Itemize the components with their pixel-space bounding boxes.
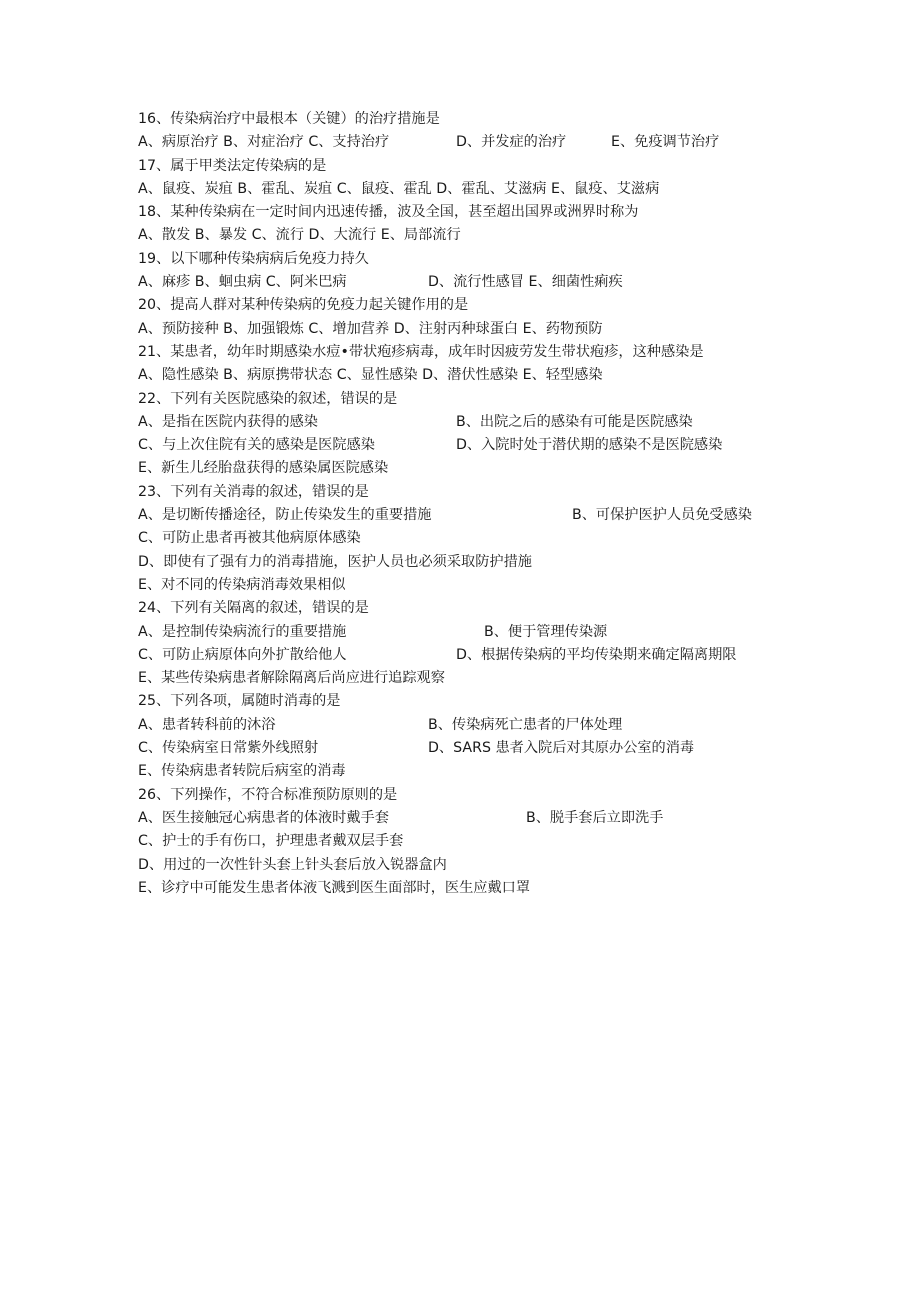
option-group: A、麻疹 B、蛔虫病 C、阿米巴病 <box>138 274 347 291</box>
question-18-stem: 18、某种传染病在一定时间内迅速传播，波及全国，甚至超出国界或洲界时称为 <box>138 204 639 221</box>
question-25-stem: 25、下列各项，属随时消毒的是 <box>138 693 341 710</box>
option-d: D、根据传染病的平均传染期来确定隔离期限 <box>456 646 737 663</box>
question-22-options-ab <box>138 411 838 434</box>
option-group: A、预防接种 B、加强锻炼 C、增加营养 D、注射丙种球蛋白 E、药物预防 <box>138 320 603 337</box>
option-d: D、用过的一次性针头套上针头套后放入锐器盒内 <box>138 856 447 873</box>
question-24-stem: 24、下列有关隔离的叙述，错误的是 <box>138 600 369 617</box>
option-e: E、对不同的传染病消毒效果相似 <box>138 576 346 593</box>
option-a: A、患者转科前的沐浴 <box>138 716 276 733</box>
option-group: A、病原治疗 B、对症治疗 C、支持治疗 <box>138 134 390 151</box>
question-16-stem: 16、传染病治疗中最根本（关键）的治疗措施是 <box>138 111 440 127</box>
question-26-options-ab <box>138 807 838 830</box>
question-23-stem: 23、下列有关消毒的叙述，错误的是 <box>138 483 369 500</box>
question-21-stem: 21、某患者，幼年时期感染水痘•带状疱疹病毒，成年时因疲劳发生带状疱疹，这种感染是 <box>138 343 704 360</box>
question-20-stem: 20、提高人群对某种传染病的免疫力起关键作用的是 <box>138 297 469 314</box>
question-24-options-ab <box>138 621 838 644</box>
option-e: E、某些传染病患者解除隔离后尚应进行追踪观察 <box>138 670 445 687</box>
option-group: A、散发 B、暴发 C、流行 D、大流行 E、局部流行 <box>138 227 461 244</box>
option-d: D、即使有了强有力的消毒措施，医护人员也必须采取防护措施 <box>138 553 532 570</box>
option-c: C、传染病室日常紫外线照射 <box>138 740 319 757</box>
option-e: E、传染病患者转院后病室的消毒 <box>138 763 346 780</box>
option-group: A、鼠疫、炭疽 B、霍乱、炭疽 C、鼠疫、霍乱 D、霍乱、艾滋病 E、鼠疫、艾滋病 <box>138 180 660 197</box>
question-22-options-e <box>138 457 838 480</box>
option-b: B、便于管理传染源 <box>484 623 608 640</box>
option-group: D、流行性感冒 E、细菌性痢疾 <box>428 274 623 291</box>
question-24-options-cd <box>138 644 838 667</box>
option-e: E、免疫调节治疗 <box>611 134 720 151</box>
question-23-options-d <box>138 551 838 574</box>
option-b: B、传染病死亡患者的尸体处理 <box>428 716 623 733</box>
question-20-options <box>138 318 838 341</box>
question-21-options <box>138 364 838 387</box>
option-b: B、出院之后的感染有可能是医院感染 <box>456 413 693 430</box>
question-22-stem: 22、下列有关医院感染的叙述，错误的是 <box>138 390 398 407</box>
option-a: A、是切断传播途径，防止传染发生的重要措施 <box>138 507 432 524</box>
question-18-options <box>138 224 838 247</box>
question-26-options-d <box>138 854 838 877</box>
option-d: D、入院时处于潜伏期的感染不是医院感染 <box>456 437 723 454</box>
option-c: C、可防止病原体向外扩散给他人 <box>138 646 347 663</box>
question-16-options <box>138 131 838 154</box>
question-23-options-c <box>138 527 838 550</box>
question-25-options-e <box>138 760 838 783</box>
question-23-options-e <box>138 574 838 597</box>
option-c: C、护士的手有伤口，护理患者戴双层手套 <box>138 833 404 850</box>
question-25-options-cd <box>138 737 838 760</box>
question-26-options-e <box>138 877 838 900</box>
question-23-options-ab <box>138 504 838 527</box>
option-group: A、隐性感染 B、病原携带状态 C、显性感染 D、潜伏性感染 E、轻型感染 <box>138 367 603 384</box>
option-d: D、并发症的治疗 <box>456 134 567 151</box>
option-a: A、是控制传染病流行的重要措施 <box>138 623 347 640</box>
question-19-options <box>138 271 838 294</box>
option-a: A、医生接触冠心病患者的体液时戴手套 <box>138 809 389 826</box>
question-25-options-ab <box>138 714 838 737</box>
question-26-options-c <box>138 830 838 853</box>
question-17-stem: 17、属于甲类法定传染病的是 <box>138 157 327 174</box>
option-b: B、可保护医护人员免受感染 <box>572 507 752 524</box>
option-b: B、脱手套后立即洗手 <box>526 809 664 826</box>
option-a: A、是指在医院内获得的感染 <box>138 413 318 430</box>
option-c: C、与上次住院有关的感染是医院感染 <box>138 437 375 454</box>
option-d: D、SARS 患者入院后对其原办公室的消毒 <box>428 740 695 757</box>
question-17-options <box>138 178 838 201</box>
option-e: E、新生儿经胎盘获得的感染属医院感染 <box>138 460 389 477</box>
option-c: C、可防止患者再被其他病原体感染 <box>138 530 361 547</box>
question-list <box>138 108 838 900</box>
option-e: E、诊疗中可能发生患者体液飞溅到医生面部时，医生应戴口罩 <box>138 879 531 896</box>
question-26-stem: 26、下列操作，不符合标准预防原则的是 <box>138 786 398 803</box>
question-24-options-e <box>138 667 838 690</box>
question-22-options-cd <box>138 434 838 457</box>
question-19-stem: 19、以下哪种传染病病后免疫力持久 <box>138 250 369 267</box>
